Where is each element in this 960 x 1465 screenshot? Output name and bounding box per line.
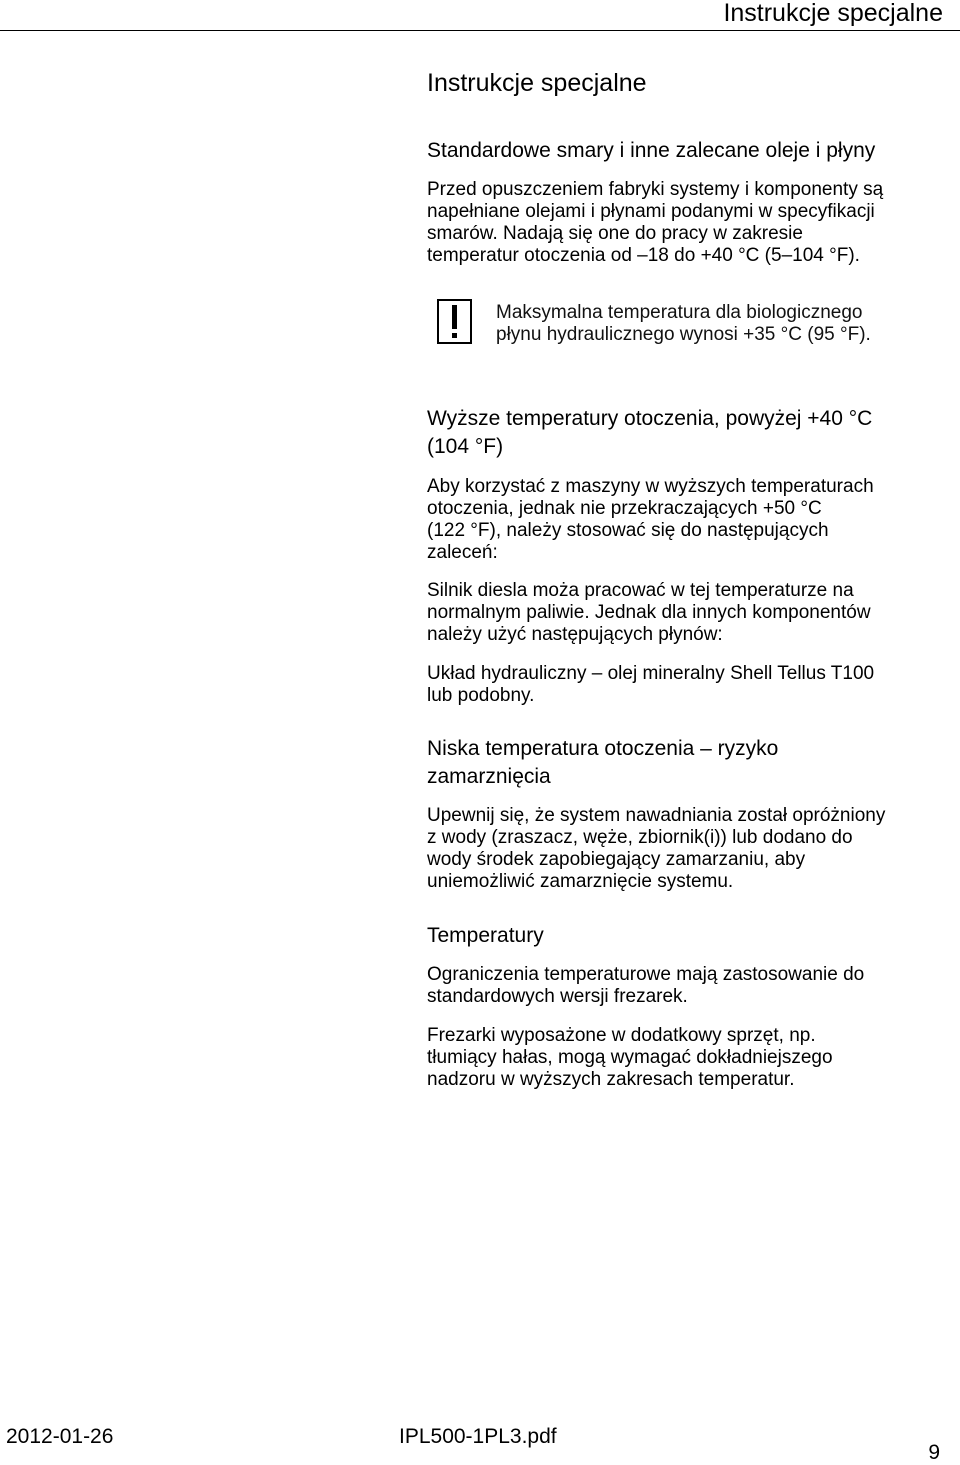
- footer-page-number: 9: [928, 1441, 940, 1464]
- heading-line: Niska temperatura otoczenia – ryzyko: [427, 737, 779, 760]
- text-line: (122 °F), należy stosować się do następujących: [427, 520, 829, 541]
- heading-line: (104 °F): [427, 435, 504, 458]
- text-line: nadzoru w wyższych zakresach temperatur.: [427, 1069, 795, 1090]
- text-line: Frezarki wyposażone w dodatkowy sprzęt, np.: [427, 1025, 816, 1046]
- text-line: otoczenia, jednak nie przekraczających +50 °C: [427, 498, 822, 519]
- section-oils-paragraph: [427, 179, 952, 267]
- text-line: napełniane olejami i płynami podanymi w specyfikacji: [427, 201, 875, 222]
- footer-date: 2012-01-26: [6, 1425, 114, 1448]
- warning-line: Maksymalna temperatura dla biologicznego: [496, 302, 863, 323]
- section-low-temp-heading: [427, 735, 952, 791]
- text-line: temperatur otoczenia od –18 do +40 °C (5–104 °F).: [427, 245, 860, 266]
- exclamation-icon: [437, 299, 472, 344]
- text-line: uniemożliwić zamarznięcie systemu.: [427, 871, 734, 892]
- footer-filename: IPL500-1PL3.pdf: [399, 1425, 557, 1448]
- page-title: Instrukcje specjalne: [427, 69, 647, 97]
- page-title-block: [427, 69, 952, 97]
- text-line: Ograniczenia temperaturowe mają zastosowanie do: [427, 964, 865, 985]
- heading-line: Wyższe temperatury otoczenia, powyżej +40 °C: [427, 407, 873, 430]
- text-line: Aby korzystać z maszyny w wyższych temperaturach: [427, 476, 874, 497]
- text-line: tłumiący hałas, mogą wymagać dokładniejszego: [427, 1047, 833, 1068]
- section-high-temp-heading: [427, 405, 952, 461]
- header-divider: [0, 30, 960, 31]
- text-line: z wody (zraszacz, węże, zbiornik(i)) lub dodano do: [427, 827, 853, 848]
- text-line: smarów. Nadają się one do pracy w zakresie: [427, 223, 803, 244]
- section-low-temp-para: [427, 805, 952, 893]
- section-oils-heading: Standardowe smary i inne zalecane oleje i płyny: [427, 139, 876, 162]
- heading-line: zamarznięcia: [427, 765, 551, 788]
- text-line: zaleceń:: [427, 542, 498, 563]
- text-line: Przed opuszczeniem fabryki systemy i komponenty są: [427, 179, 884, 200]
- section-temperatures-heading: [427, 922, 952, 950]
- text-line: wody środek zapobiegający zamarzaniu, aby: [427, 849, 806, 870]
- section-temperatures-para2: [427, 1025, 952, 1091]
- section-temperatures-para1: [427, 964, 952, 1008]
- text-line: standardowych wersji frezarek.: [427, 986, 688, 1007]
- section-high-temp-para1: [427, 476, 952, 564]
- heading-line: Temperatury: [427, 924, 544, 947]
- section-high-temp-para2: [427, 580, 952, 646]
- section-oils: [427, 137, 952, 165]
- text-line: normalnym paliwie. Jednak dla innych komponentów: [427, 602, 871, 623]
- running-header-title: Instrukcje specjalne: [723, 0, 943, 27]
- section-high-temp-para3: [427, 663, 952, 707]
- text-line: Silnik diesla moża pracować w tej temperaturze na: [427, 580, 854, 601]
- text-line: należy użyć następujących płynów:: [427, 624, 723, 645]
- text-line: Upewnij się, że system nawadniania został opróżniony: [427, 805, 886, 826]
- text-line: Układ hydrauliczny – olej mineralny Shell Tellus T100: [427, 663, 875, 684]
- warning-note: [496, 302, 936, 346]
- text-line: lub podobny.: [427, 685, 535, 706]
- warning-line: płynu hydraulicznego wynosi +35 °C (95 °F).: [496, 324, 871, 345]
